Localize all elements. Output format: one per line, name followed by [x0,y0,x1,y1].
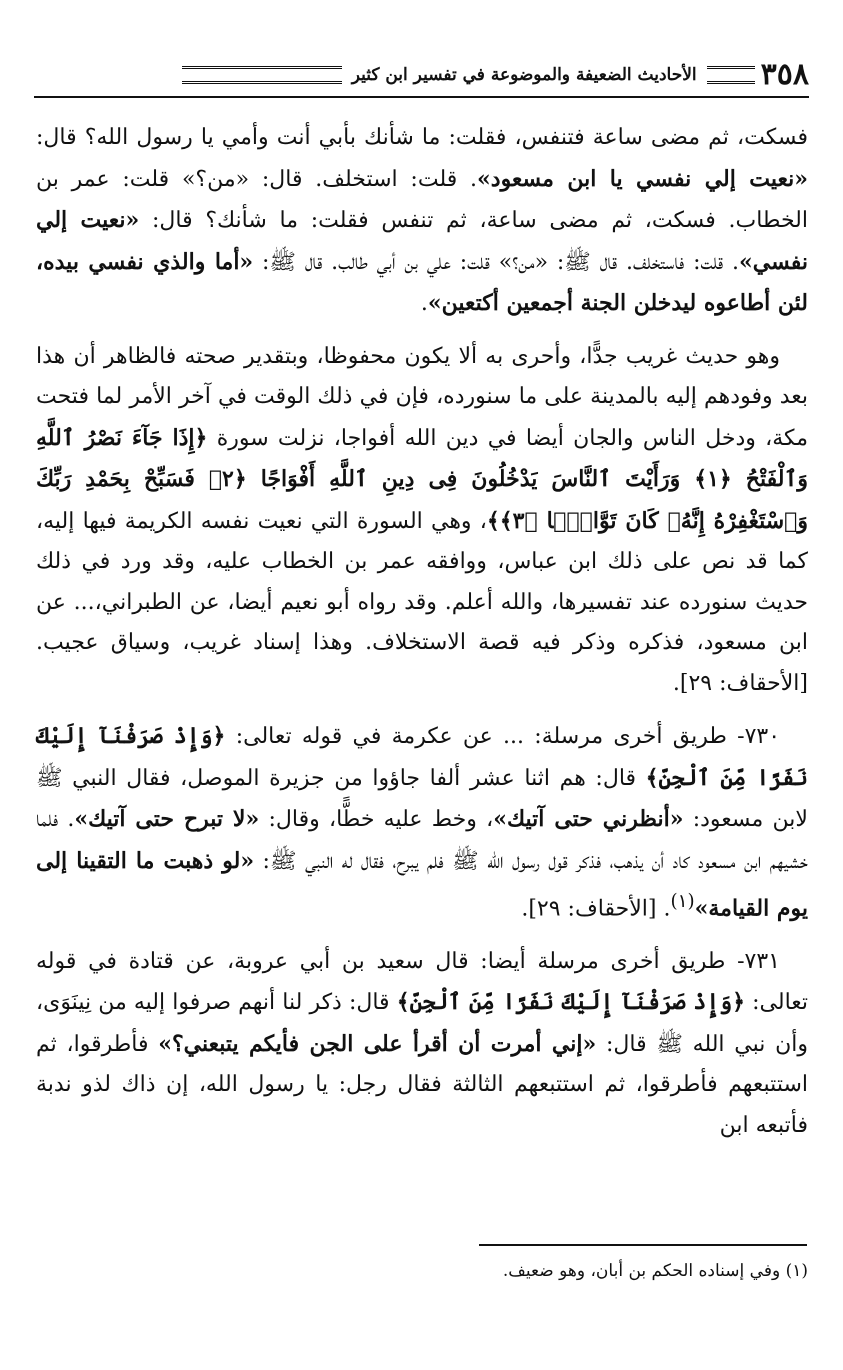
running-title: الأحاديث الضعيفة والموضوعة في تفسير ابن كثير [351,65,697,85]
footnote-reference: (١) [670,891,695,912]
paragraph [36,337,808,705]
paragraph [36,942,808,1147]
quran-verse: ﴿وَإِذْ صَرَفْنَآ إِلَيْكَ نَفَرًا مِّنَ ٱلْجِنِّ﴾ [36,723,808,791]
hadith-quote: «لا تبرح حتى آتيك» [74,806,260,832]
hadith-quote: «أنظرني حتى آتيك» [493,806,684,832]
text-run: فسكت، ثم مضى ساعة فتنفس، فقلت: ما شأنك بأبي أنت وأمي يا رسول الله؟ قال: [36,125,808,150]
page-header [34,58,809,92]
header-ornament-rule [707,66,755,84]
footnote: (١) وفي إسناده الحكم بن أبان، وهو ضعيف. [502,1261,808,1281]
paragraph [36,716,808,930]
quran-verse: ﴿وَإِذْ صَرَفْنَآ إِلَيْكَ نَفَرًا مِّنَ ٱلْجِنِّ﴾ [396,989,745,1016]
hadith-quote: «نعيت إلي نفسي» [36,207,808,275]
text-run: . قلت: فاستخلف. قال ﷺ: «من؟» قلت: علي بن أبي طالب. قال ﷺ: [253,249,740,275]
text-run: فأطرقوا، ثم استتبعهم فأطرقوا، ثم استتبعهم الثالثة فقال رجل: يا رسول الله، إن ذاك لذو ندبة فأتبعه ابن [36,1031,808,1138]
hadith-quote: «إني أمرت أن أقرأ على الجن فأيكم يتبعني؟» [158,1030,597,1057]
text-run: . قلت: استخلف. قال: «من؟» قلت: عمر بن الخطاب. فسكت، ثم مضى ساعة، ثم تنفس فقلت: ما شأنك؟ قال: [36,166,808,233]
header-divider [34,96,809,98]
text-run: قال: هم اثنا عشر ألفا جاؤوا من جزيرة الموصل، فقال النبي ﷺ لابن مسعود: [36,765,808,832]
header-ornament-rule [182,66,342,84]
text-run: ، وهي السورة التي نعيت نفسه الكريمة فيها إليه، كما قد نص على ذلك ابن عباس، ووافقه عمر بن الخطاب عليه، وقد ورد في ذلك حديث سنورده عند تفسيرها، والله أعلم. وقد رواه أبو نعيم أيضا، عن الطبراني،... عن ابن مسعود، فذكره وذكر فيه قصة الاستخلاف. وهذا إسناد غريب، وسياق عجيب. [الأحقاف: ٢٩]. [36,508,808,696]
text-run: ، وخط عليه خطًّا، وقال: [259,807,494,832]
hadith-quote: «لو ذهبت ما التقينا إلى يوم القيامة» [36,847,808,922]
text-run: ٧٣٠- طريق أخرى مرسلة: ... عن عكرمة في قوله تعالى: [225,724,781,749]
text-run: . [420,291,428,316]
footnote-divider [479,1244,807,1246]
text-run: . [الأحقاف: ٢٩]. [521,896,671,922]
hadith-quote: «أما والذي نفسي بيده، لئن أطاعوه ليدخلن الجنة أجمعين أكتعين» [36,248,808,316]
text-run: ٧٣١- طريق أخرى مرسلة أيضا: قال سعيد بن أبي عروبة، عن قتادة في قوله تعالى: [36,948,809,1016]
text-run: قال: ذكر لنا أنهم صرفوا إليه من نِينَوَى، وأن نبي الله ﷺ قال: [36,990,808,1057]
paragraph [36,118,808,325]
hadith-quote: «نعيت إلي نفسي يا ابن مسعود» [477,165,809,192]
text-run: . فلما خشيهم ابن مسعود كاد أن يذهب، فذكر قول رسول الله ﷺ فلم يبرح، فقال له النبي ﷺ: [36,807,808,874]
text-run: وهو حديث غريب جدًّا، وأحرى به ألا يكون محفوظا، وبتقدير صحته فالظاهر أن هذا بعد وفودهم إليه بالمدينة على ما سنورده، فإن في ذلك الوقت في آخر الأمر لما فتحت مكة، ودخل الناس والجان أيضا في دين الله أفواجا، نزلت سورة [36,343,808,451]
quran-verse: ﴿إِذَا جَآءَ نَصْرُ ٱللَّهِ وَٱلْفَتْحُ ﴿١﴾ وَرَأَيْتَ ٱلنَّاسَ يَدْخُلُونَ فِى دِينِ ٱللَّهِ أَفْوَاجًا ﴿٢﴾ فَسَبِّحْ بِحَمْدِ رَبِّكَ وَٱسْتَغْفِرْهُ إِنَّهُۥ كَانَ تَوَّابًۢا ﴿٣﴾﴾ [36,424,808,534]
body-text [36,118,808,1158]
page-number: ٣٥٨ [760,57,809,92]
